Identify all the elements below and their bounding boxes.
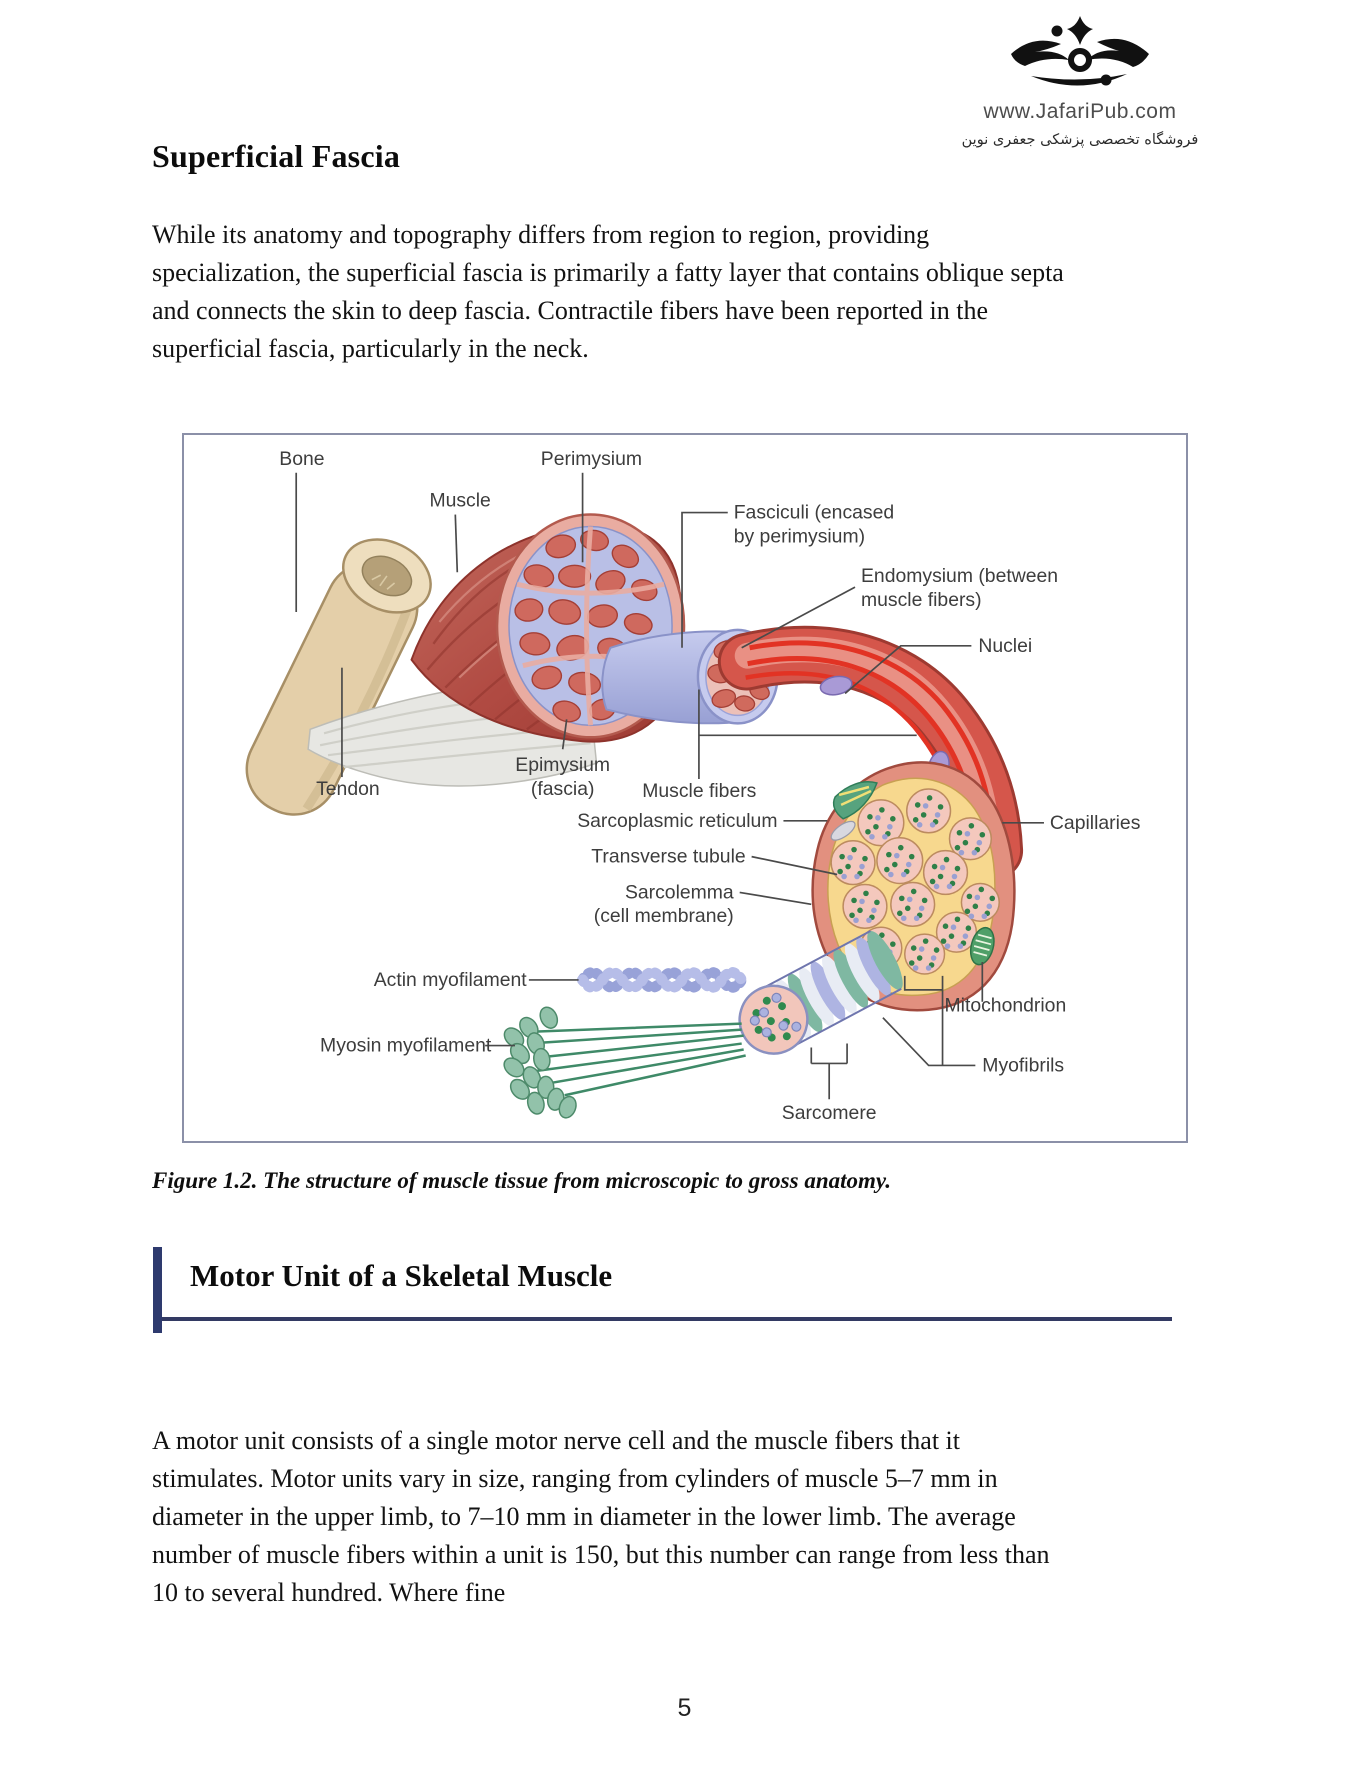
section-title-superficial-fascia: Superficial Fascia [152, 138, 401, 174]
figure-label-perimysium: Perimysium [540, 447, 643, 470]
section-heading-bar [153, 1247, 162, 1333]
figure-label-endomysium-line1: Endomysium (between [861, 565, 1059, 588]
figure-label-transverse-tubule: Transverse tubule [591, 845, 746, 868]
figure-label-sarcolemma-line2: (cell membrane) [593, 905, 734, 928]
section-title-motor-unit: Motor Unit of a Skeletal Muscle [190, 1258, 613, 1293]
figure-label-myofibrils: Myofibrils [982, 1054, 1065, 1077]
myosin-illustration [500, 1004, 745, 1120]
figure-label-actin: Actin myofilament [373, 968, 527, 991]
paragraph-motor-unit: A motor unit consists of a single motor nerve cell and the muscle fibers that it stimulates. Motor units vary in size, ranging from cylinders of muscle 5–7 mm in diameter in the upper limb, to 7–10 mm in diameter in the lower limb. The average number of muscle fibers within a unit is 150, but this number can range from less than 10 to several hundred. Where fine [152, 1426, 1050, 1607]
figure-label-endomysium-line2: muscle fibers) [861, 589, 982, 612]
figure-label-sarcoplasmic-reticulum: Sarcoplasmic reticulum [577, 809, 778, 832]
publisher-url: www.JafariPub.com [983, 100, 1177, 123]
publisher-tagline-farsi: فروشگاه تخصصی پزشکی جعفری نوین [961, 132, 1199, 148]
paragraph-superficial-fascia: While its anatomy and topography differs from region to region, providing specialization, the superficial fascia is primarily a fatty layer that contains oblique septa and connects the skin to deep fascia. Contractile fibers have been reported in the superficial fascia, particularly in the neck. [152, 220, 1064, 363]
figure-label-fasciculi-line2: by perimysium) [733, 525, 866, 548]
figure-label-tendon: Tendon [316, 777, 380, 800]
page-number: 5 [677, 1694, 692, 1722]
actin-illustration [583, 972, 742, 987]
figure-label-fasciculi-line1: Fasciculi (encased [733, 501, 895, 524]
figure-caption: Figure 1.2. The structure of muscle tissue from microscopic to gross anatomy. [152, 1168, 892, 1193]
publisher-logo [955, 14, 1205, 148]
figure-label-epimysium-line2: (fascia) [530, 777, 595, 800]
figure-label-sarcolemma-line1: Sarcolemma [624, 881, 734, 904]
figure-label-capillaries: Capillaries [1049, 811, 1141, 834]
figure-label-epimysium-line1: Epimysium [515, 754, 611, 777]
figure-label-muscle-fibers: Muscle fibers [642, 779, 757, 802]
section-heading-rule [162, 1317, 1172, 1321]
publisher-logo-icon [1005, 14, 1155, 98]
figure-label-myosin: Myosin myofilament [320, 1034, 492, 1057]
figure-label-nuclei: Nuclei [978, 634, 1033, 657]
figure-label-mitochondrion: Mitochondrion [944, 994, 1067, 1017]
figure-muscle-structure [182, 433, 1188, 1143]
figure-label-bone: Bone [279, 447, 325, 470]
figure-label-sarcomere: Sarcomere [781, 1102, 877, 1125]
muscle-anatomy-illustration [184, 435, 1186, 1141]
figure-label-muscle: Muscle [429, 489, 491, 512]
